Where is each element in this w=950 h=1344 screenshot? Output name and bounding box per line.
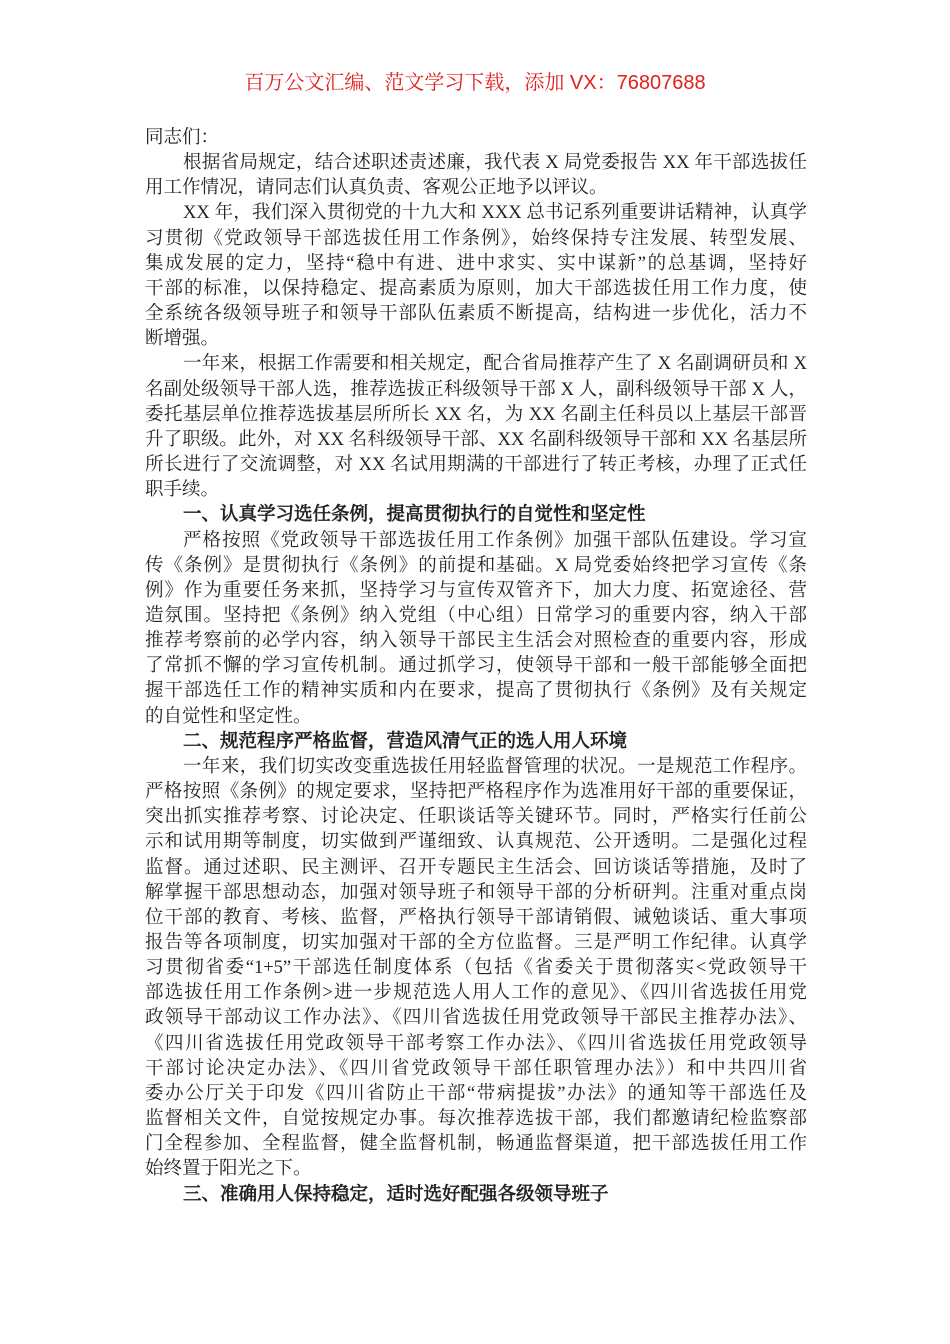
text-line: 造氛围。坚持把《条例》纳入党组（中心组）日常学习的重要内容，纳入干部 xyxy=(145,605,807,626)
text-line: 集成发展的定力，坚持“稳中有进、进中求实、实中谋新”的总基调，坚持好 xyxy=(145,253,807,274)
text-line: 一年来，我们切实改变重选拔任用轻监督管理的状况。一是规范工作程序。 xyxy=(183,756,807,777)
text-line: 干部的标准，以保持稳定、提高素质为原则，加大干部选拔任用工作力度，使 xyxy=(145,278,807,299)
text-line: 名副处级领导干部人选，推荐选拔正科级领导干部 X 人，副科级领导干部 X 人， xyxy=(145,379,807,400)
text-line: 政领导干部动议工作办法》、《四川省选拔任用党政领导干部民主推荐办法》、 xyxy=(145,1008,807,1029)
text-line: 突出抓实推荐考察、讨论决定、任职谈话等关键环节。同时，严格实行任前公 xyxy=(145,807,807,828)
text-line: 始终置于阳光之下。 xyxy=(145,1159,312,1180)
section-heading: 二、规范程序严格监督，营造风清气正的选人用人环境 xyxy=(183,731,628,752)
text-line: 全系统各级领导班子和领导干部队伍素质不断提高，结构进一步优化，活力不 xyxy=(145,304,807,325)
text-line: 严格按照《党政领导干部选拔任用工作条例》加强干部队伍建设。学习宣 xyxy=(183,530,807,551)
text-line: 了常抓不懈的学习宣传机制。通过抓学习，使领导干部和一般干部能够全面把 xyxy=(145,656,807,677)
text-line: 干部讨论决定办法》、《四川省党政领导干部任职管理办法》）和中共四川省 xyxy=(145,1058,807,1079)
section-heading: 三、准确用人保持稳定，适时选好配强各级领导班子 xyxy=(183,1184,609,1205)
text-line: 推荐考察前的必学内容，纳入领导干部民主生活会对照检查的重要内容，形成 xyxy=(145,631,807,652)
text-line: 位干部的教育、考核、监督，严格执行领导干部请销假、诫勉谈话、重大事项 xyxy=(145,907,807,928)
text-line: 的自觉性和坚定性。 xyxy=(145,706,312,727)
text-line: 报告等各项制度，切实加强对干部的全方位监督。三是严明工作纪律。认真学 xyxy=(145,933,807,953)
text-line: 委托基层单位推荐选拔基层所所长 XX 名，为 XX 名副主任科员以上基层干部晋 xyxy=(145,404,807,425)
text-line: 习贯彻省委“1+5”干部选任制度体系（包括《省委关于贯彻落实<党政领导干 xyxy=(145,958,807,979)
text-line: 示和试用期等制度，切实做到严谨细致、认真规范、公开透明。二是强化过程 xyxy=(145,832,807,853)
text-line: 握干部选任工作的精神实质和内在要求，提高了贯彻执行《条例》及有关规定 xyxy=(145,681,807,702)
text-line: XX 年，我们深入贯彻党的十九大和 XXX 总书记系列重要讲话精神，认真学 xyxy=(183,203,807,224)
text-line: 习贯彻《党政领导干部选拔任用工作条例》，始终保持专注发展、转型发展、 xyxy=(145,228,807,249)
text-line: 一年来，根据工作需要和相关规定，配合省局推荐产生了 X 名副调研员和 X xyxy=(183,354,807,375)
section-heading: 一、认真学习选任条例，提高贯彻执行的自觉性和坚定性 xyxy=(183,505,646,526)
text-line: 监督。通过述职、民主测评、召开专题民主生活会、回访谈话等措施，及时了 xyxy=(145,857,807,878)
text-line: 门全程参加、全程监督，健全监督机制，畅通监督渠道，把干部选拔任用工作 xyxy=(145,1134,807,1155)
text-line: 传《条例》是贯彻执行《条例》的前提和基础。X 局党委始终把学习宣传《条 xyxy=(145,555,807,576)
text-line: 委办公厅关于印发《四川省防止干部“带病提拔”办法》的通知等干部选任及 xyxy=(145,1083,807,1104)
text-line: 例》作为重要任务来抓，坚持学习与宣传双管齐下，加大力度、拓宽途径、营 xyxy=(145,580,807,601)
text-line: 职手续。 xyxy=(145,480,220,501)
text-line: 根据省局规定，结合述职述责述廉，我代表 X 局党委报告 XX 年干部选拔任 xyxy=(183,153,807,174)
text-line: 监督相关文件，自觉按规定办事。每次推荐选拔干部，我们都邀请纪检监察部 xyxy=(145,1109,807,1130)
text-line: 用工作情况，请同志们认真负责、客观公正地予以评议。 xyxy=(145,178,608,199)
text-line: 升了职级。此外，对 XX 名科级领导干部、XX 名副科级领导干部和 XX 名基层所 xyxy=(145,429,807,450)
document-body xyxy=(145,126,807,1208)
text-line: 《四川省选拔任用党政领导干部考察工作办法》、《四川省选拔任用党政领导 xyxy=(145,1033,807,1054)
text-line: 解掌握干部思想动态，加强对领导班子和领导干部的分析研判。注重对重点岗 xyxy=(145,882,807,903)
watermark-header: 百万公文汇编、范文学习下载，添加 VX：76807688 xyxy=(244,72,706,94)
text-line: 严格按照《条例》的规定要求，坚持把严格程序作为选准用好干部的重要保证， xyxy=(145,782,807,803)
text-line: 断增强。 xyxy=(145,329,220,350)
text-line: 同志们： xyxy=(145,128,220,148)
text-line: 部选拔任用工作条例>进一步规范选人用人工作的意见》、《四川省选拔任用党 xyxy=(145,983,807,1004)
text-line: 所长进行了交流调整，对 XX 名试用期满的干部进行了转正考核，办理了正式任 xyxy=(145,455,807,476)
